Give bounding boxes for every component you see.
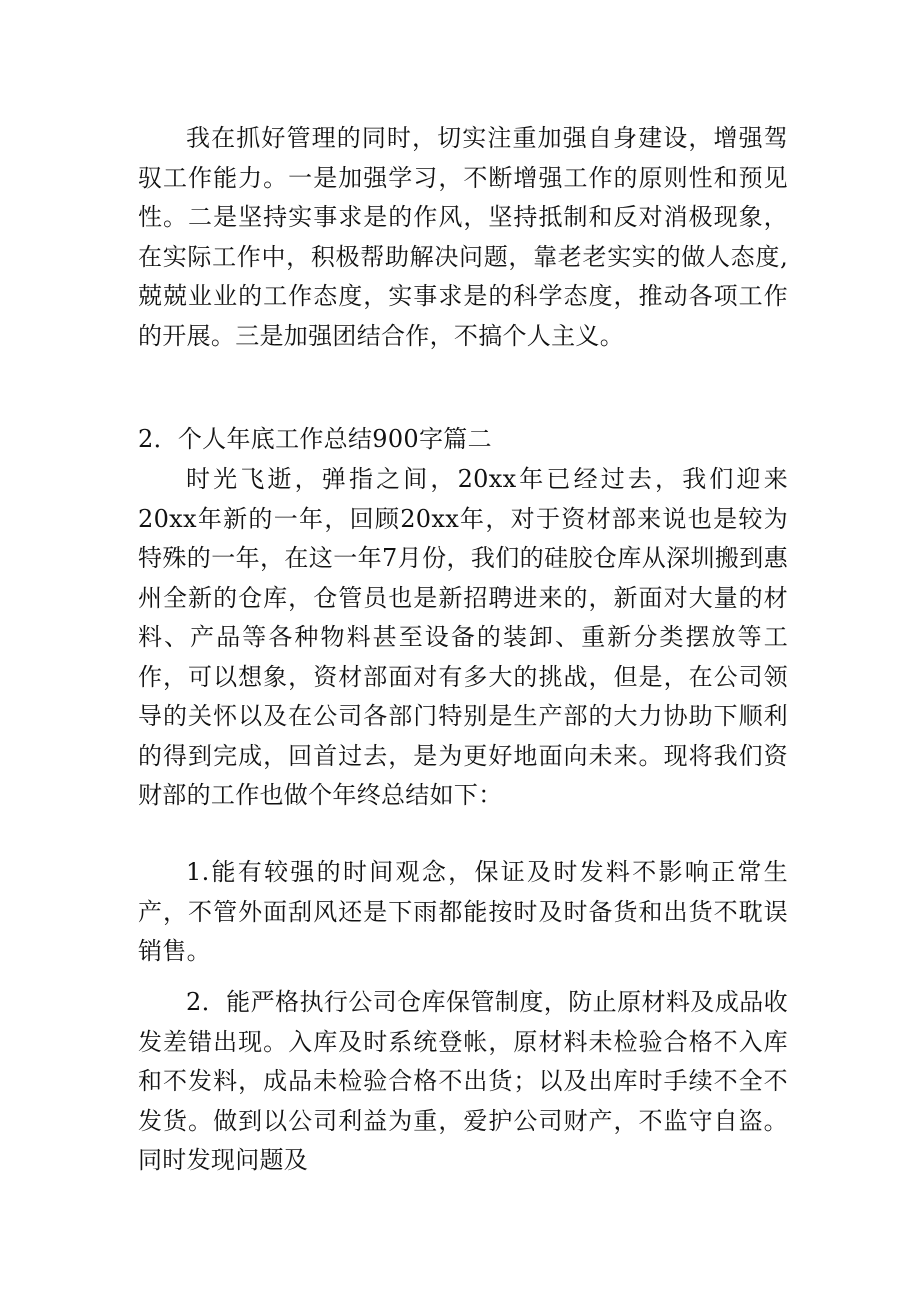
body-paragraph: 时光飞逝，弹指之间，20xx年已经过去，我们迎来20xx年新的一年，回顾20xx年，对于资材部来说也是较为特殊的一年，在这一年7月份，我们的硅胶仓库从深圳搬到惠州全新的仓库，仓管员也是新招聘进来的，新面对大量的材料、产品等各种物料甚至设备的装卸、重新分类摆放等工作，可以想象，资材部面对有多大的挑战，但是，在公司领导的关怀以及在公司各部门特别是生产部的大力协助下顺利的得到完成，回首过去，是为更好地面向未来。现将我们资财部的工作也做个年终总结如下： xyxy=(138,465,788,809)
section-heading: 2．个人年底工作总结900字篇二 xyxy=(138,425,492,453)
body-paragraph: 1.能有较强的时间观念，保证及时发料不影响正常生产，不管外面刮风还是下雨都能按时及时备货和出货不耽误销售。 xyxy=(138,858,788,965)
body-paragraph: 2．能严格执行公司仓库保管制度，防止原材料及成品收发差错出现。入库及时系统登帐，原材料未检验合格不入库和不发料，成品未检验合格不出货；以及出库时手续不全不发货。做到以公司利益为重，爱护公司财产，不监守自盗。同时发现问题及 xyxy=(138,988,788,1174)
body-paragraph: 我在抓好管理的同时，切实注重加强自身建设，增强驾驭工作能力。一是加强学习，不断增强工作的原则性和预见性。二是坚持实事求是的作风，坚持抵制和反对消极现象，在实际工作中，积极帮助解决问题，靠老老实实的做人态度,兢兢业业的工作态度，实事求是的科学态度，推动各项工作的开展。三是加强团结合作，不搞个人主义。 xyxy=(138,124,788,350)
